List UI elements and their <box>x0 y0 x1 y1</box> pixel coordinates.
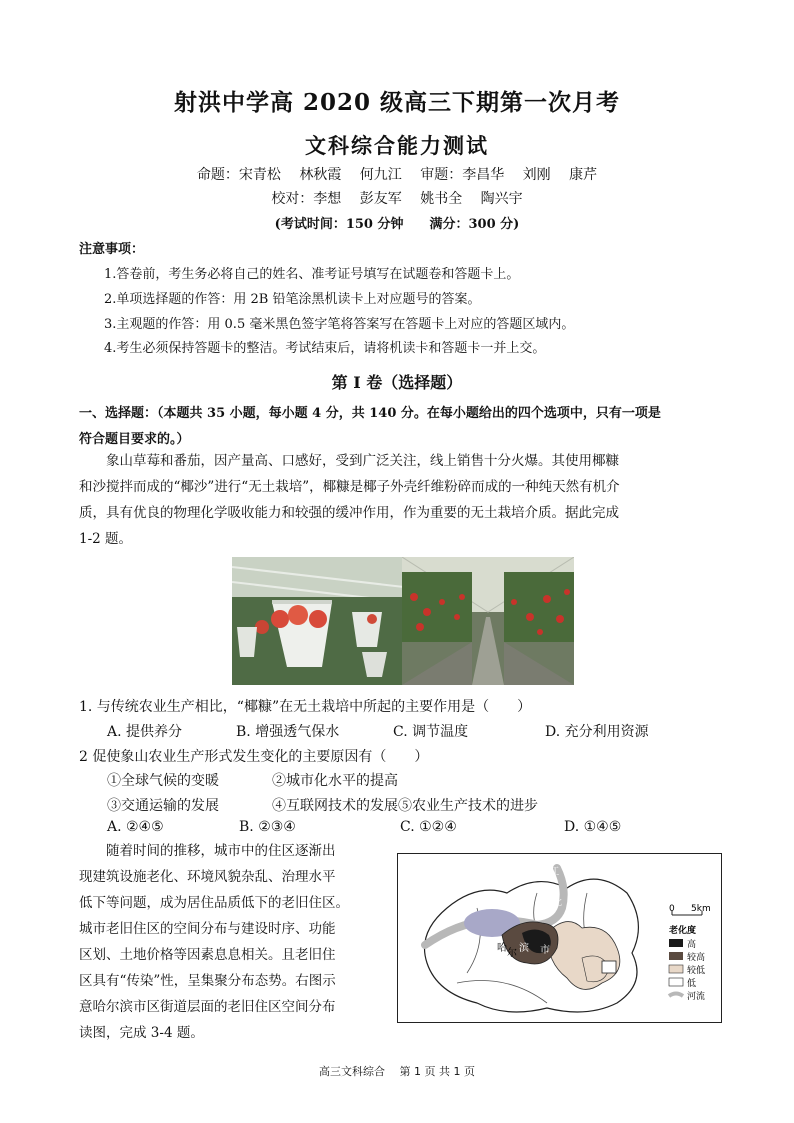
passage-line: 区划、土地价格等因素息息相关。且老旧住 <box>79 947 336 963</box>
passage-2 <box>79 838 389 1046</box>
passage-line: 现建筑设施老化、环境风貌杂乱、治理水平 <box>79 869 336 885</box>
passage-line: 低下等问题，成为居住品质低下的老旧住区。 <box>79 895 349 911</box>
q1-option-c: C. 调节温度 <box>393 724 469 740</box>
legend-swatch-low <box>669 978 683 986</box>
legend-label: 较高 <box>687 953 706 963</box>
passage-1 <box>79 448 719 552</box>
legend-label: 高 <box>687 940 697 950</box>
passage-line: 读图，完成 3-4 题。 <box>79 1025 204 1041</box>
city-label: 尔 <box>507 948 517 959</box>
passage-line: 质，具有优良的物理化学吸收能力和较强的缓冲作用，作为重要的无土栽培介质。据此完成 <box>79 505 619 521</box>
section-instructions: 一、选择题：（本题共 35 小题，每小题 4 分，共 140 分。在每小题给出的四个选项中，只有一项是 <box>79 406 661 421</box>
q2-statement: ③交通运输的发展 <box>107 798 219 814</box>
q2-statement: ②城市化水平的提高 <box>272 773 398 789</box>
passage-line: 区具有“传染”性，呈集聚分布态势。右图示 <box>79 973 336 989</box>
q1-option-b: B. 增强透气保水 <box>236 724 340 740</box>
tomato-greenhouse-photo <box>402 557 574 685</box>
question-1-stem: 1. 与传统农业生产相比，“椰糠”在无土栽培中所起的主要作用是（ ） <box>79 699 532 715</box>
notice-heading: 注意事项： <box>79 242 145 257</box>
passage-line: 意哈尔滨市区街道层面的老旧住区空间分布 <box>79 999 336 1015</box>
strawberry-photo <box>232 557 404 685</box>
exam-title: 射洪中学高 2020 级高三下期第一次月考 <box>173 89 621 116</box>
notice-item: 2.单项选择题的作答：用 2B 铅笔涂黑机读卡上对应题号的答案。 <box>104 292 481 307</box>
river-label-2: 北 <box>553 898 563 908</box>
exam-subtitle: 文科综合能力测试 <box>305 133 489 158</box>
city-label: 滨 <box>519 943 529 954</box>
time-info: (考试时间：150 分钟 满分：300 分) <box>274 217 520 232</box>
city-label: 哈 <box>497 943 507 954</box>
q2-statement: ④互联网技术的发展⑤农业生产技术的进步 <box>272 798 538 814</box>
part-title: 第 I 卷（选择题） <box>331 373 463 392</box>
legend-title: 老化度 <box>669 926 697 936</box>
section-instructions-cont: 符合题目要求的。） <box>79 432 190 447</box>
notice-item: 1.答卷前，考生务必将自己的姓名、准考证号填写在试题卷和答题卡上。 <box>104 267 520 282</box>
legend-label: 较低 <box>687 966 706 976</box>
river-label: 江 <box>549 867 559 878</box>
authors-line: 命题：宋青松 林秋霞 何九江 审题：李昌华 刘刚 康芹 <box>196 167 598 183</box>
proofreaders-line: 校对：李想 彭友军 姚书全 陶兴宇 <box>271 191 523 207</box>
notice-item: 4.考生必须保持答题卡的整洁。考试结束后，请将机读卡和答题卡一并上交。 <box>104 341 546 356</box>
harbin-old-residential-map <box>397 853 722 1023</box>
q1-option-a: A. 提供养分 <box>107 724 183 740</box>
zone-low <box>602 961 616 973</box>
q2-option-c: C. ①②④ <box>400 819 457 835</box>
q2-option-b: B. ②③④ <box>239 819 296 835</box>
passage-line: 1-2 题。 <box>79 531 133 547</box>
notice-item: 3.主观题的作答：用 0.5 毫米黑色签字笔将答案写在答题卡上对应的答题区域内。 <box>104 317 575 332</box>
scale-label: 5km <box>691 904 711 914</box>
passage-line: 城市老旧住区的空间分布与建设时序、功能 <box>79 921 336 937</box>
legend-swatch-high <box>669 939 683 947</box>
passage-line: 象山草莓和番茄，因产量高、口感好，受到广泛关注，线上销售十分火爆。其使用椰糠 <box>79 453 619 469</box>
passage-line: 和沙搅拌而成的“椰沙”进行“无土栽培”，椰糠是椰子外壳纤维粉碎而成的一种纯天然有机介 <box>79 479 620 495</box>
q2-option-a: A. ②④⑤ <box>107 819 164 835</box>
q1-option-d: D. 充分利用资源 <box>545 724 649 740</box>
legend-label: 低 <box>687 979 697 989</box>
legend-swatch-mid-high <box>669 952 683 960</box>
page-footer: 高三文科综合 第 1 页 共 1 页 <box>319 1065 475 1078</box>
passage-line: 随着时间的推移，城市中的住区逐渐出 <box>79 843 336 859</box>
q2-option-d: D. ①④⑤ <box>564 819 622 835</box>
q2-statement: ①全球气候的变暖 <box>107 773 219 789</box>
legend-label: 河流 <box>687 992 706 1002</box>
legend-swatch-mid-low <box>669 965 683 973</box>
scale-zero: 0 <box>669 904 675 914</box>
question-2-stem: 2 促使象山农业生产形式发生变化的主要原因有（ ） <box>79 749 429 765</box>
city-label: 市 <box>540 945 550 956</box>
